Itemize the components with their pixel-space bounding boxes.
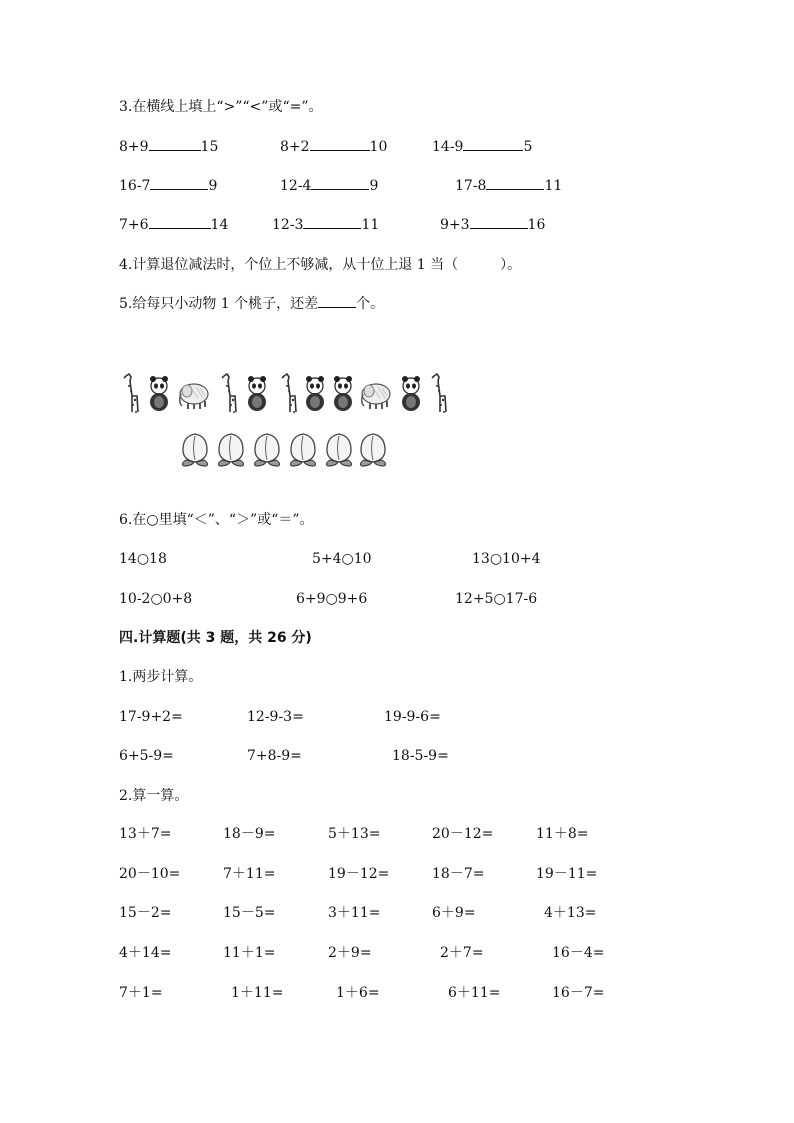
c2-item[interactable]: 20－10= (119, 866, 181, 882)
q6-item-4[interactable]: 10-2○0+8 (119, 591, 193, 607)
c2-item[interactable]: 11＋1= (223, 945, 276, 961)
value: 9 (369, 178, 379, 194)
c2-item[interactable]: 7＋11= (223, 866, 276, 882)
expr: 14-9 (432, 139, 464, 155)
c2-item[interactable]: 15－2= (119, 905, 172, 921)
c2-item[interactable]: 2＋9= (328, 945, 372, 961)
answer-blank[interactable] (149, 138, 201, 151)
c1-item-1[interactable]: 17-9+2= (119, 709, 183, 725)
c2-item[interactable]: 19－11= (536, 866, 598, 882)
q5-text-after: 个。 (356, 296, 385, 312)
c2-title: 2.算一算。 (119, 788, 189, 804)
c2-item[interactable]: 6＋9= (432, 905, 476, 921)
q3-item-9[interactable] (440, 215, 545, 235)
section4-title: 四.计算题(共 3 题，共 26 分) (119, 630, 312, 646)
c1-item-2[interactable]: 12-9-3= (247, 709, 304, 725)
q5-line (119, 294, 384, 314)
c2-item[interactable]: 2＋7= (440, 945, 484, 961)
c1-item-5[interactable]: 7+8-9= (247, 748, 302, 764)
c2-item[interactable]: 5＋13= (328, 826, 381, 842)
c2-item[interactable]: 7＋1= (119, 985, 163, 1001)
answer-blank[interactable] (311, 177, 369, 190)
answer-blank[interactable] (149, 216, 211, 229)
answer-blank[interactable] (463, 138, 523, 151)
q6-item-1[interactable]: 14○18 (119, 551, 167, 567)
c2-item[interactable]: 19－12= (328, 866, 390, 882)
expr: 8+9 (119, 139, 149, 155)
c2-item[interactable]: 16－4= (552, 945, 605, 961)
expr: 12-4 (280, 178, 312, 194)
c2-item[interactable]: 18－9= (223, 826, 276, 842)
answer-blank[interactable] (310, 138, 370, 151)
value: 9 (208, 178, 218, 194)
q3-item-7[interactable] (119, 215, 228, 235)
c2-item[interactable]: 4＋14= (119, 945, 172, 961)
answer-blank[interactable] (470, 216, 528, 229)
c2-item[interactable]: 20－12= (432, 826, 494, 842)
q3-item-5[interactable] (280, 176, 378, 196)
q6-item-3[interactable]: 13○10+4 (472, 551, 541, 567)
c1-title: 1.两步计算。 (119, 669, 203, 685)
q6-item-5[interactable]: 6+9○9+6 (296, 591, 368, 607)
c1-item-3[interactable]: 19-9-6= (384, 709, 441, 725)
c2-item[interactable]: 15－5= (223, 905, 276, 921)
expr: 12-3 (272, 217, 304, 233)
q3-title: 3.在横线上填上“>”“<”或“=”。 (119, 99, 323, 115)
q3-item-6[interactable] (455, 176, 562, 196)
animals-illustration (118, 372, 458, 414)
expr: 7+6 (119, 217, 149, 233)
q6-item-6[interactable]: 12+5○17-6 (455, 591, 538, 607)
c2-item[interactable]: 11＋8= (536, 826, 589, 842)
c2-item[interactable]: 1＋11= (231, 985, 284, 1001)
q4-text: 4.计算退位减法时，个位上不够减，从十位上退 1 当（ ）。 (119, 257, 522, 273)
q5-answer-blank[interactable] (318, 295, 356, 308)
c2-item[interactable]: 6＋11= (448, 985, 501, 1001)
expr: 9+3 (440, 217, 470, 233)
q3-item-1[interactable] (119, 137, 218, 157)
c2-item[interactable]: 3＋11= (328, 905, 381, 921)
c2-item[interactable]: 18－7= (432, 866, 485, 882)
answer-blank[interactable] (303, 216, 361, 229)
q3-item-4[interactable] (119, 176, 217, 196)
expr: 8+2 (280, 139, 310, 155)
c1-item-4[interactable]: 6+5-9= (119, 748, 174, 764)
value: 15 (200, 139, 219, 155)
value: 16 (527, 217, 546, 233)
c2-item[interactable]: 16－7= (552, 985, 605, 1001)
c1-item-6[interactable]: 18-5-9= (392, 748, 449, 764)
q3-item-3[interactable] (432, 137, 532, 157)
value: 14 (210, 217, 229, 233)
q5-text-before: 5.给每只小动物 1 个桃子，还差 (119, 296, 319, 312)
q3-item-2[interactable] (280, 137, 387, 157)
q6-item-2[interactable]: 5+4○10 (312, 551, 372, 567)
q3-item-8[interactable] (272, 215, 379, 235)
value: 10 (369, 139, 388, 155)
peaches-illustration (180, 430, 390, 468)
c2-item[interactable]: 4＋13= (544, 905, 597, 921)
expr: 17-8 (455, 178, 487, 194)
q6-title: 6.在○里填“＜”、“＞”或“＝”。 (119, 512, 314, 528)
c2-item[interactable]: 13＋7= (119, 826, 172, 842)
expr: 16-7 (119, 178, 151, 194)
answer-blank[interactable] (150, 177, 208, 190)
answer-blank[interactable] (486, 177, 544, 190)
value: 11 (544, 178, 563, 194)
value: 5 (523, 139, 533, 155)
c2-item[interactable]: 1＋6= (336, 985, 380, 1001)
value: 11 (361, 217, 380, 233)
